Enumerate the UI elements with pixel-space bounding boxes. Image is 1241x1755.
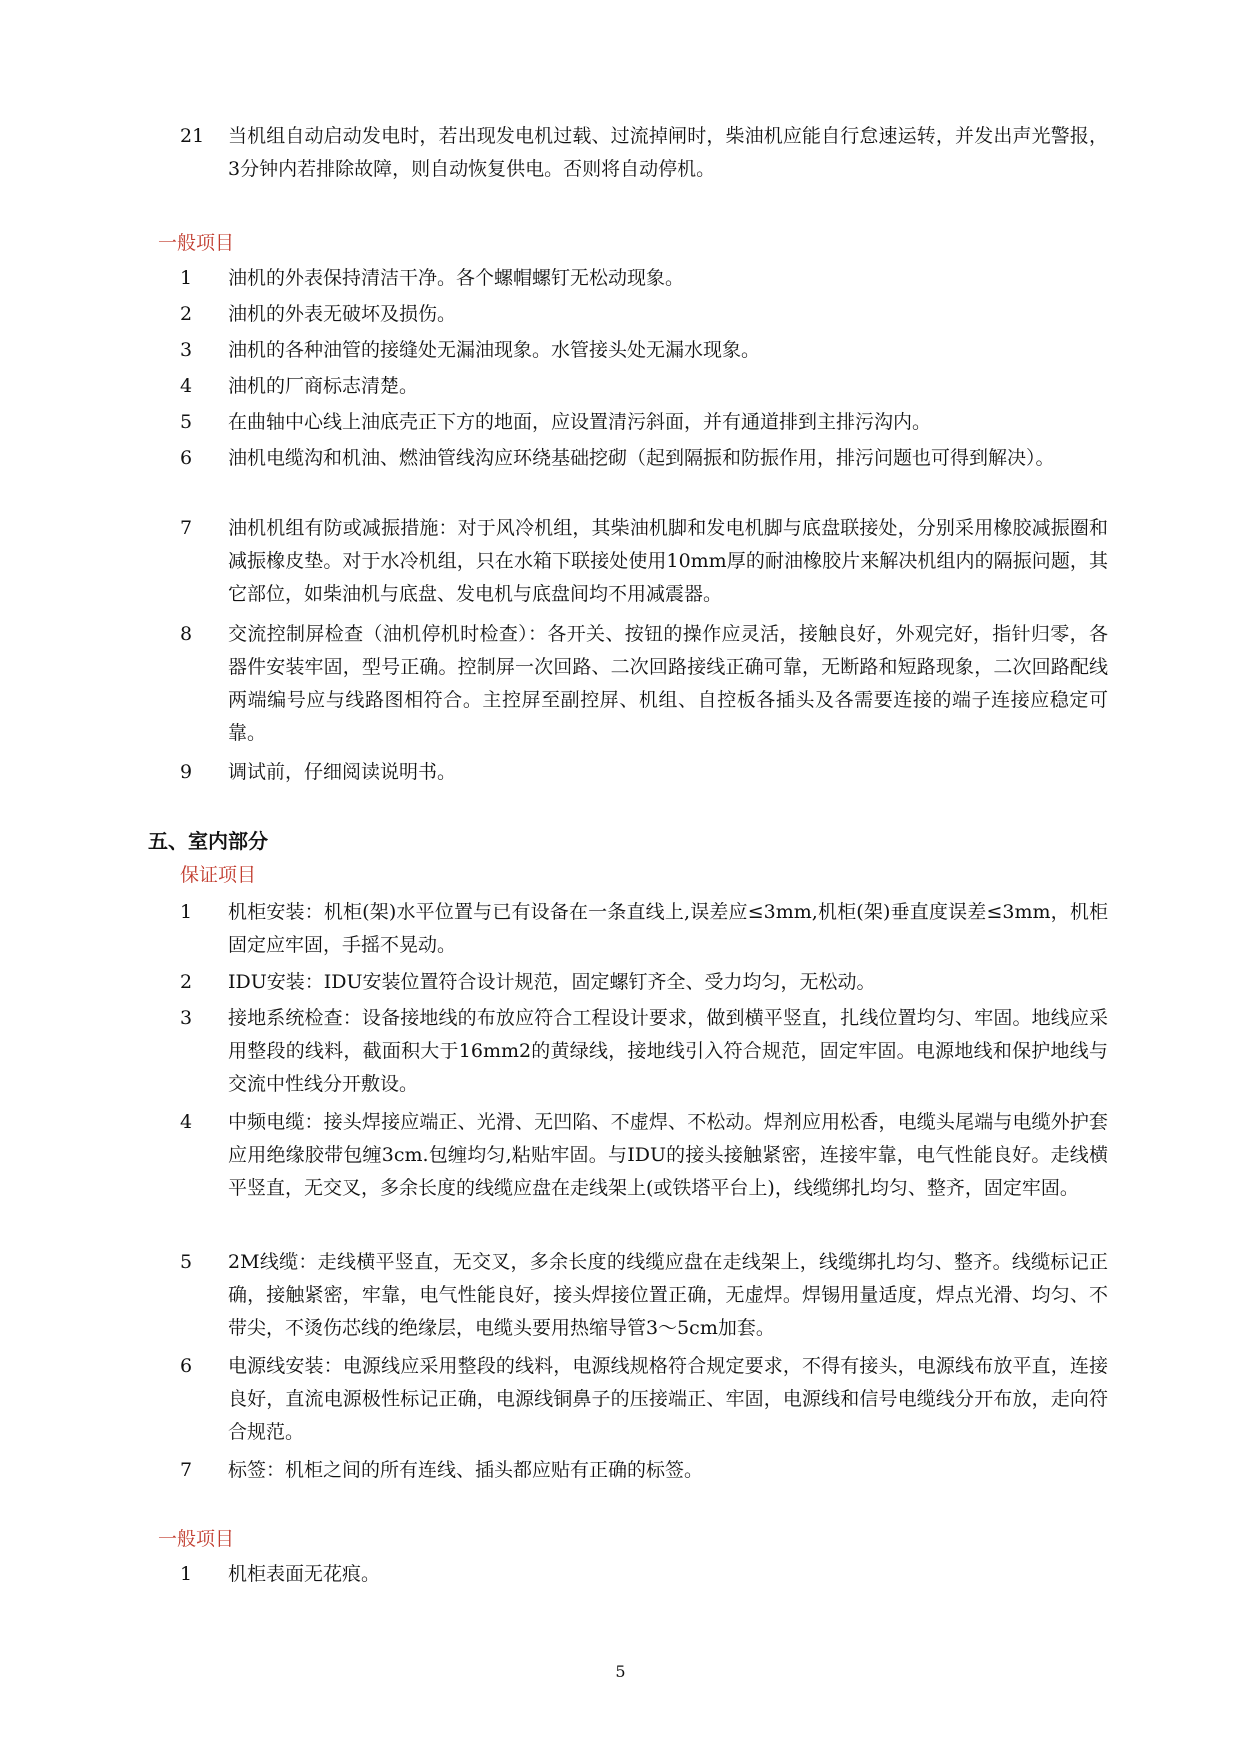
item-text: 油机的厂商标志清楚。 bbox=[228, 375, 419, 397]
subsection-title-guarantee: 保证项目 bbox=[180, 864, 257, 886]
item-number: 2 bbox=[180, 303, 193, 325]
item-number: 21 bbox=[180, 125, 205, 147]
item-text: 交流控制屏检查（油机停机时检查）：各开关、按钮的操作应灵活，接触良好，外观完好，指针归零，各器件安装牢固，型号正确。控制屏一次回路、二次回路接线正确可靠，无断路和短路现象，二次回路配线两端编号应与线路图相符合。主控屏至副控屏、机组、自控板各插头及各需要连接的端子连接应稳定可靠。 bbox=[228, 623, 1108, 744]
subsection-title-general: 一般项目 bbox=[158, 232, 235, 254]
item-text: 中频电缆：接头焊接应端正、光滑、无凹陷、不虚焊、不松动。焊剂应用松香，电缆头尾端与电缆外护套应用绝缘胶带包缠3cm.包缠均匀,粘贴牢固。与IDU的接头接触紧密，连接牢靠，电气性能良好。走线横平竖直，无交叉，多余长度的线缆应盘在走线架上(或铁塔平台上)，线缆绑扎均匀、整齐，固定牢固。 bbox=[228, 1111, 1108, 1199]
item-text: IDU安装：IDU安装位置符合设计规范，固定螺钉齐全、受力均匀，无松动。 bbox=[228, 971, 876, 993]
item-number: 4 bbox=[180, 375, 193, 397]
item-text: 油机的外表无破坏及损伤。 bbox=[228, 303, 457, 325]
item-number: 7 bbox=[180, 517, 193, 539]
item-text: 接地系统检查：设备接地线的布放应符合工程设计要求，做到横平竖直，扎线位置均匀、牢固。地线应采用整段的线料，截面积大于16mm2的黄绿线，接地线引入符合规范，固定牢固。电源地线和保护地线与交流中性线分开敷设。 bbox=[228, 1007, 1108, 1095]
item-number: 5 bbox=[180, 411, 193, 433]
item-text: 调试前，仔细阅读说明书。 bbox=[228, 761, 457, 783]
item-number: 9 bbox=[180, 761, 193, 783]
item-number: 6 bbox=[180, 447, 193, 469]
item-text: 机柜安装：机柜(架)水平位置与已有设备在一条直线上,误差应≤3mm,机柜(架)垂直度误差≤3mm，机柜固定应牢固，手摇不晃动。 bbox=[228, 901, 1108, 956]
item-text: 在曲轴中心线上油底壳正下方的地面，应设置清污斜面，并有通道排到主排污沟内。 bbox=[228, 411, 932, 433]
item-number: 3 bbox=[180, 339, 193, 361]
item-text: 油机电缆沟和机油、燃油管线沟应环绕基础挖砌（起到隔振和防振作用，排污问题也可得到解决）。 bbox=[228, 447, 1055, 469]
item-number: 1 bbox=[180, 901, 193, 923]
item-text: 油机的外表保持清洁干净。各个螺帽螺钉无松动现象。 bbox=[228, 267, 685, 289]
item-number: 1 bbox=[180, 1563, 193, 1585]
subsection-title-general: 一般项目 bbox=[158, 1528, 235, 1550]
item-number: 4 bbox=[180, 1111, 193, 1133]
item-number: 1 bbox=[180, 267, 193, 289]
item-text: 油机机组有防或减振措施：对于风冷机组，其柴油机脚和发电机脚与底盘联接处，分别采用橡胶减振圈和减振橡皮垫。对于水冷机组，只在水箱下联接处使用10mm厚的耐油橡胶片来解决机组内的隔振问题，其它部位，如柴油机与底盘、发电机与底盘间均不用减震器。 bbox=[228, 517, 1108, 605]
item-text: 油机的各种油管的接缝处无漏油现象。水管接头处无漏水现象。 bbox=[228, 339, 761, 361]
page-number: 5 bbox=[615, 1662, 626, 1681]
item-text: 2M线缆：走线横平竖直，无交叉，多余长度的线缆应盘在走线架上，线缆绑扎均匀、整齐。线缆标记正确，接触紧密，牢靠，电气性能良好，接头焊接位置正确，无虚焊。焊锡用量适度，焊点光滑、均匀、不带尖，不烫伤芯线的绝缘层，电缆头要用热缩导管3～5cm加套。 bbox=[228, 1251, 1108, 1339]
item-number: 8 bbox=[180, 623, 193, 645]
item-number: 7 bbox=[180, 1459, 193, 1481]
section-heading: 五、室内部分 bbox=[148, 829, 268, 853]
item-text: 电源线安装：电源线应采用整段的线料，电源线规格符合规定要求，不得有接头，电源线布放平直，连接良好，直流电源极性标记正确，电源线铜鼻子的压接端正、牢固，电源线和信号电缆线分开布放，走向符合规范。 bbox=[228, 1355, 1108, 1443]
item-number: 2 bbox=[180, 971, 193, 993]
item-text: 标签：机柜之间的所有连线、插头都应贴有正确的标签。 bbox=[228, 1459, 704, 1481]
item-number: 6 bbox=[180, 1355, 193, 1377]
item-number: 3 bbox=[180, 1007, 193, 1029]
item-number: 5 bbox=[180, 1251, 193, 1273]
item-text: 机柜表面无花痕。 bbox=[228, 1563, 381, 1585]
item-text: 当机组自动启动发电时，若出现发电机过载、过流掉闸时，柴油机应能自行怠速运转，并发出声光警报，3分钟内若排除故障，则自动恢复供电。否则将自动停机。 bbox=[228, 125, 1108, 180]
